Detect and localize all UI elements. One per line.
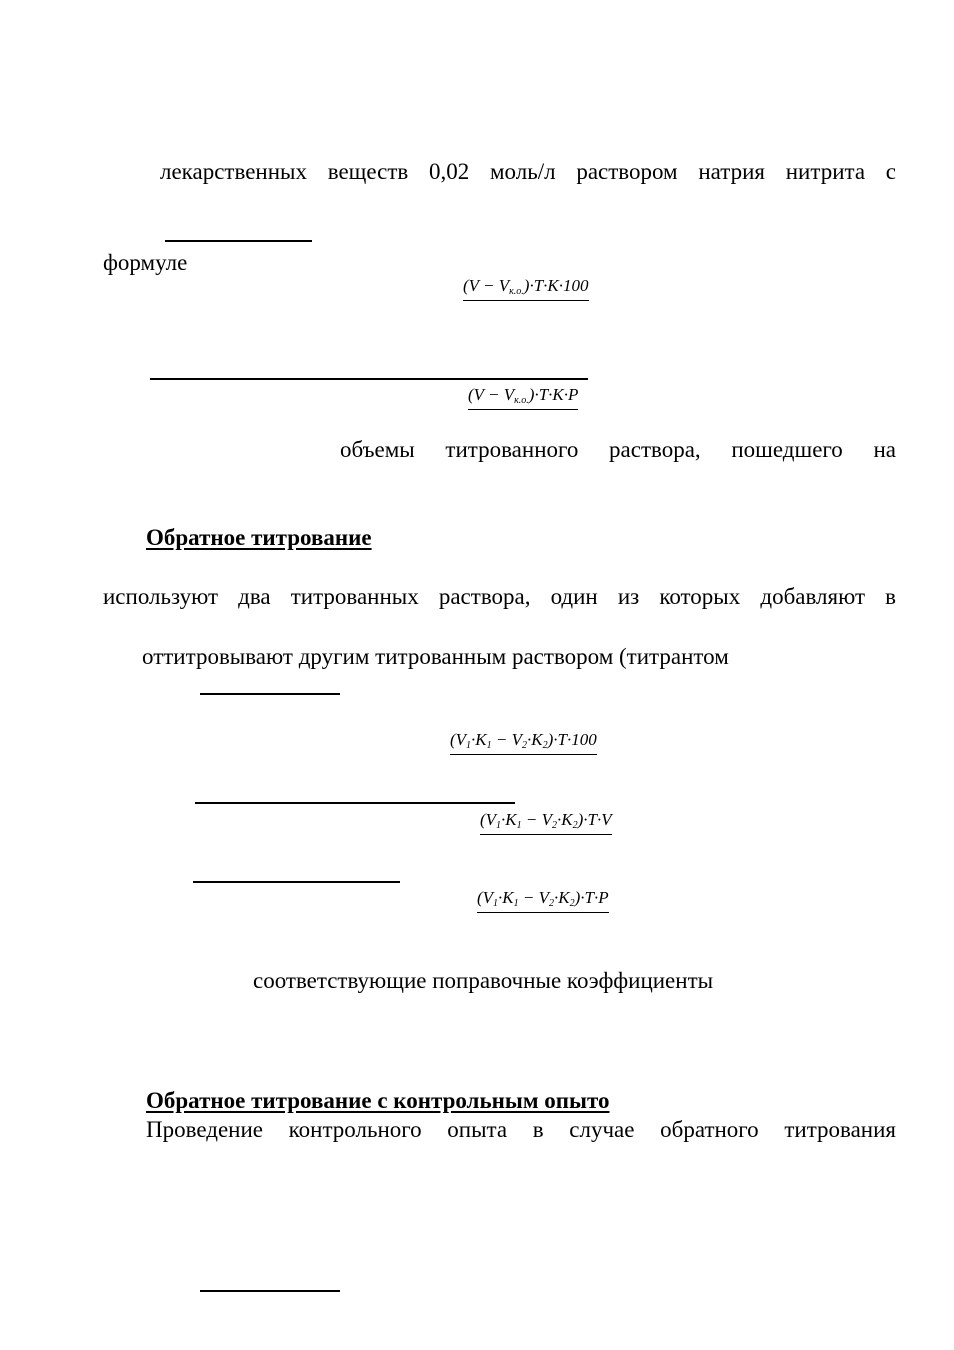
section-heading-2: Обратное титрование с контрольным опыто <box>146 1088 610 1113</box>
formula-4: $(V_1\cdot K_1 - V_2\cdot K_2)\cdot T\cdot V$ <box>480 811 612 835</box>
formula-5: $(V_1\cdot K_1 - V_2\cdot K_2)\cdot T\cdot P$ <box>477 889 609 913</box>
separator-rule <box>200 1290 340 1292</box>
separator-rule <box>195 802 515 804</box>
section-heading-1: Обратное титрование <box>146 525 372 550</box>
text-line-2: формуле <box>103 250 188 275</box>
separator-rule <box>193 881 400 883</box>
text-line-5: оттитровывают другим титрованным раствором (титрантом <box>142 644 729 669</box>
separator-rule <box>200 693 340 695</box>
text-line-4: используют два титрованных раствора, один из которых добавляют в <box>103 584 896 609</box>
separator-rule <box>150 378 588 380</box>
separator-rule <box>165 240 312 242</box>
formula-1: $(V - V_{к.о.})\cdot T\cdot K\cdot 100$ <box>463 277 589 301</box>
formula-2: $(V - V_{к.о.})\cdot T\cdot K\cdot P$ <box>468 386 578 410</box>
text-line-7: Проведение контрольного опыта в случае обратного титрования <box>146 1117 896 1142</box>
text-line-6: соответствующие поправочные коэффициенты <box>253 968 714 993</box>
formula-3: $(V_1\cdot K_1 - V_2\cdot K_2)\cdot T\cdot 100$ <box>450 731 597 755</box>
text-line-1: лекарственных веществ 0,02 моль/л раствором натрия нитрита с <box>160 159 896 184</box>
text-line-3: объемы титрованного раствора, пошедшего на <box>340 437 896 462</box>
